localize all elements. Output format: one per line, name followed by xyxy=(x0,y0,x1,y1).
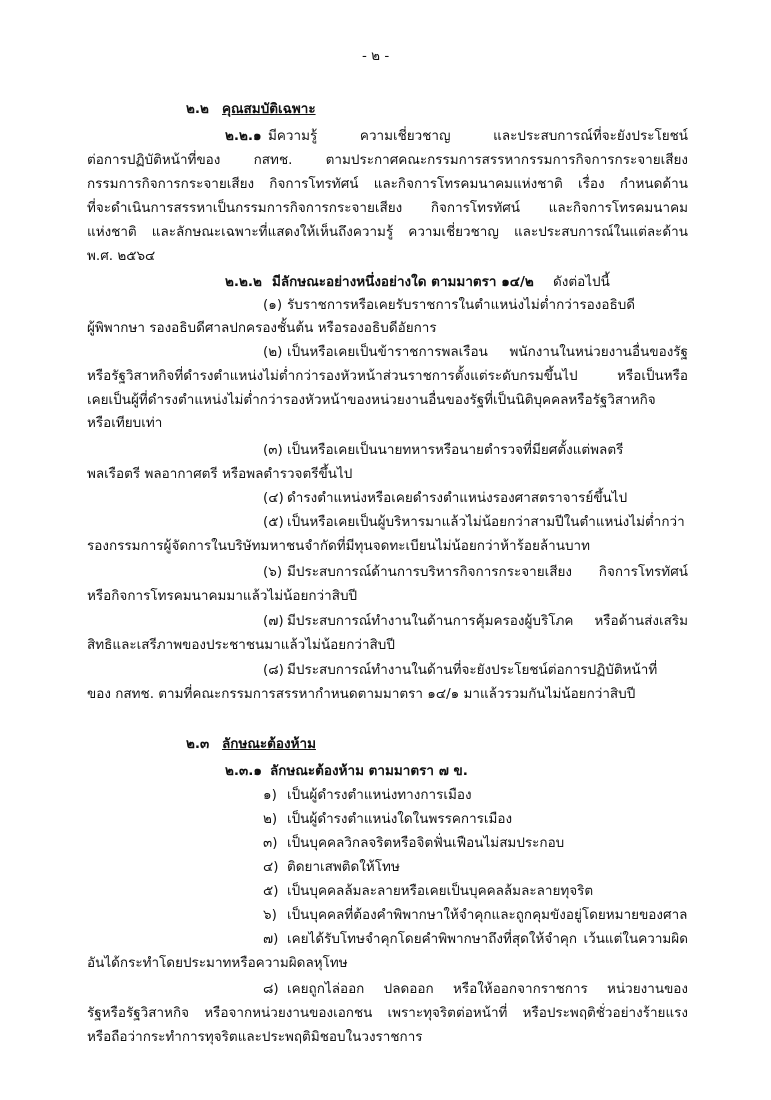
qual-item-line: สิทธิและเสรีภาพของประชาชนมาแล้วไม่น้อยกว่าสิบปี xyxy=(87,637,395,653)
qual-item-line: พลเรือตรี พลอากาศตรี หรือพลตำรวจตรีขึ้นไป xyxy=(87,466,353,482)
qual-item-line: หรือเทียบเท่า xyxy=(87,415,163,431)
prohibition-item-line: ติดยาเสพติดให้โทษ xyxy=(287,859,400,875)
section-2-2-1-line: ต่อการปฏิบัติหน้าที่ของ กสทช. ตามประกาศคณะกรรมการสรรหากรรมการกิจการกระจายเสียง xyxy=(87,152,688,168)
prohibition-item-number: ๕) xyxy=(263,883,279,899)
prohibition-item-number: ๑) xyxy=(263,787,277,803)
prohibition-item-line: อันได้กระทำโดยประมาทหรือความผิดลหุโทษ xyxy=(87,955,348,971)
prohibition-item-number: ๒) xyxy=(263,811,278,827)
prohibition-item-number: ๔) xyxy=(263,859,279,875)
section-2-2-1-line: แห่งชาติ และลักษณะเฉพาะที่แสดงให้เห็นถึงความรู้ ความเชี่ยวชาญ และประสบการณ์ในแต่ละด้าน xyxy=(87,224,688,240)
qual-item-number: (๒) xyxy=(263,344,283,360)
qual-item-line: เคยเป็นผู้ที่ดำรงตำแหน่งไม่ต่ำกว่ารองหัวหน้าของหน่วยงานอื่นของรัฐที่เป็นนิติบุคคลหรือรัฐวิสาหกิจ xyxy=(87,392,656,408)
qual-item-line: เป็นหรือเคยเป็นข้าราชการพลเรือน พนักงานในหน่วยงานอื่นของรัฐ xyxy=(287,344,688,360)
qual-item-number: (๔) xyxy=(263,490,284,506)
qual-item-line: ของ กสทช. ตามที่คณะกรรมการสรรหากำหนดตามมาตรา ๑๔/๑ มาแล้วรวมกันไม่น้อยกว่าสิบปี xyxy=(87,686,636,702)
section-2-2-1-line: กรรมการกิจการกระจายเสียง กิจการโทรทัศน์ และกิจการโทรคมนาคมแห่งชาติ เรื่อง กำหนดด้าน xyxy=(87,176,688,192)
prohibition-item-line: เป็นบุคคลวิกลจริตหรือจิตฟั่นเฟือนไม่สมประกอบ xyxy=(287,835,565,851)
qual-item-line: หรือรัฐวิสาหกิจที่ดำรงตำแหน่งไม่ต่ำกว่ารองหัวหน้าส่วนราชการตั้งแต่ระดับกรมขึ้นไป หรือเป็นหรือ xyxy=(87,368,688,384)
section-2-3-1-number: ๒.๓.๑ xyxy=(225,763,262,779)
prohibition-item-line: เป็นผู้ดำรงตำแหน่งทางการเมือง xyxy=(287,787,472,803)
prohibition-item-line: รัฐหรือรัฐวิสาหกิจ หรือจากหน่วยงานของเอกชน เพราะทุจริตต่อหน้าที่ หรือประพฤติชั่วอย่างร้ายแรง xyxy=(87,1005,688,1021)
qual-item-line: เป็นหรือเคยเป็นนายทหารหรือนายตำรวจที่มียศตั้งแต่พลตรี xyxy=(287,442,624,458)
qual-item-line: รับราชการหรือเคยรับราชการในตำแหน่งไม่ต่ำกว่ารองอธิบดี xyxy=(287,297,636,313)
qual-item-line: ดำรงตำแหน่งหรือเคยดำรงตำแหน่งรองศาสตราจารย์ขึ้นไป xyxy=(287,490,628,506)
qual-item-number: (๑) xyxy=(263,297,283,313)
prohibition-item-line: เคยถูกไล่ออก ปลดออก หรือให้ออกจากราชการ หน่วยงานของ xyxy=(287,981,688,997)
prohibition-item-number: ๓) xyxy=(263,835,278,851)
section-2-2-number: ๒.๒ xyxy=(186,101,209,117)
prohibition-item-line: หรือถือว่ากระทำการทุจริตและประพฤติมิชอบในวงราชการ xyxy=(87,1029,423,1045)
section-2-2-2-heading: มีลักษณะอย่างหนึ่งอย่างใด ตามมาตรา ๑๔/๒ xyxy=(272,274,534,290)
qual-item-number: (๘) xyxy=(263,662,284,678)
section-2-2-2-suffix: ดังต่อไปนี้ xyxy=(553,274,610,290)
section-2-2-heading: คุณสมบัติเฉพาะ xyxy=(222,101,316,117)
prohibition-item-number: ๗) xyxy=(263,931,279,947)
qual-item-number: (๓) xyxy=(263,442,283,458)
page-number: - ๒ - xyxy=(362,48,390,64)
section-2-3-1-heading: ลักษณะต้องห้าม ตามมาตรา ๗ ข. xyxy=(270,763,468,779)
qual-item-line: เป็นหรือเคยเป็นผู้บริหารมาแล้วไม่น้อยกว่าสามปีในตำแหน่งไม่ต่ำกว่า xyxy=(287,514,685,530)
qual-item-line: มีประสบการณ์ด้านการบริหารกิจการกระจายเสียง กิจการโทรทัศน์ xyxy=(287,564,688,580)
prohibition-item-line: เคยได้รับโทษจำคุกโดยคำพิพากษาถึงที่สุดให้จำคุก เว้นแต่ในความผิด xyxy=(287,931,688,947)
section-2-2-1-line: มีความรู้ ความเชี่ยวชาญ และประสบการณ์ที่จะยังประโยชน์ xyxy=(268,128,688,144)
qual-item-line: มีประสบการณ์ทำงานในด้านการคุ้มครองผู้บริโภค หรือด้านส่งเสริม xyxy=(287,613,688,629)
qual-item-line: หรือกิจการโทรคมนาคมมาแล้วไม่น้อยกว่าสิบปี xyxy=(87,588,358,604)
prohibition-item-line: เป็นบุคคลล้มละลายหรือเคยเป็นบุคคลล้มละลายทุจริต xyxy=(287,883,594,899)
prohibition-item-number: ๖) xyxy=(263,907,277,923)
section-2-2-1-number: ๒.๒.๑ xyxy=(225,128,262,144)
qual-item-line: รองกรรมการผู้จัดการในบริษัทมหาชนจำกัดที่มีทุนจดทะเบียนไม่น้อยกว่าห้าร้อยล้านบาท xyxy=(87,538,590,554)
qual-item-line: มีประสบการณ์ทำงานในด้านที่จะยังประโยชน์ต่อการปฏิบัติหน้าที่ xyxy=(287,662,658,678)
section-2-3-heading: ลักษณะต้องห้าม xyxy=(222,736,316,752)
qual-item-number: (๗) xyxy=(263,613,284,629)
section-2-3-number: ๒.๓ xyxy=(186,736,210,752)
qual-item-line: ผู้พิพากษา รองอธิบดีศาลปกครองชั้นต้น หรือรองอธิบดีอัยการ xyxy=(87,320,437,336)
section-2-2-1-line: ที่จะดำเนินการสรรหาเป็นกรรมการกิจการกระจายเสียง กิจการโทรทัศน์ และกิจการโทรคมนาคม xyxy=(87,200,688,216)
qual-item-number: (๖) xyxy=(263,564,283,580)
prohibition-item-line: เป็นบุคคลที่ต้องคำพิพากษาให้จำคุกและถูกคุมขังอยู่โดยหมายของศาล xyxy=(287,907,688,923)
prohibition-item-line: เป็นผู้ดำรงตำแหน่งใดในพรรคการเมือง xyxy=(287,811,513,827)
prohibition-item-number: ๘) xyxy=(263,981,279,997)
section-2-2-2-number: ๒.๒.๒ xyxy=(225,274,262,290)
section-2-2-1-line: พ.ศ. ๒๕๖๔ xyxy=(87,248,156,264)
qual-item-number: (๕) xyxy=(263,514,284,530)
